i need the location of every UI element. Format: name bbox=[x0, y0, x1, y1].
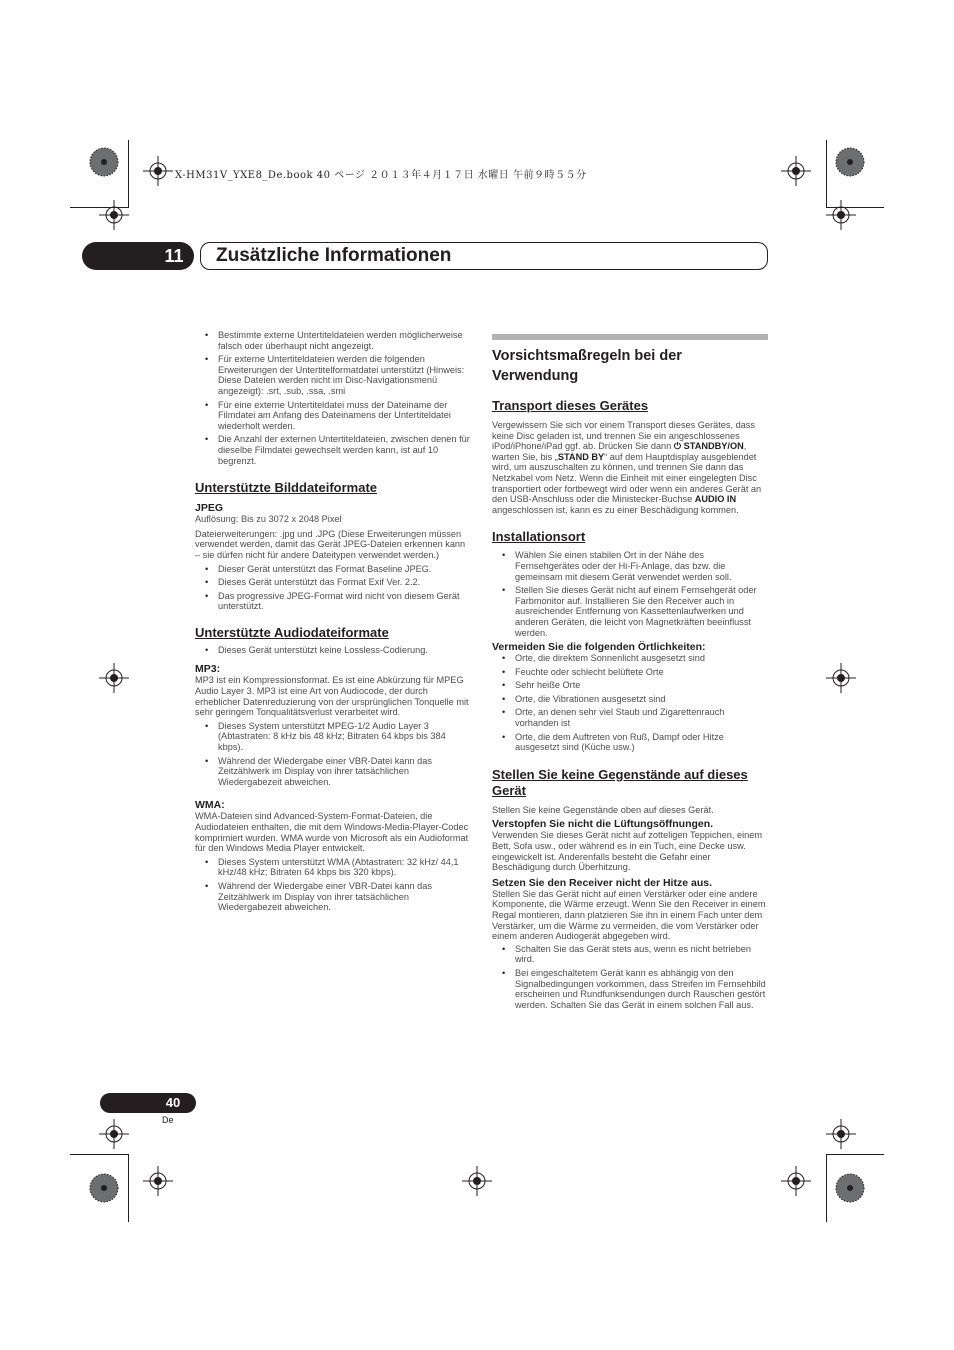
starburst-mark-icon bbox=[88, 1172, 120, 1204]
jpeg-label: JPEG bbox=[195, 502, 224, 515]
crosshair-mark-icon bbox=[781, 1166, 811, 1196]
print-header: X-HM31V_YXE8_De.book 40 ページ ２０１３年４月１７日 水曜日 午前９時５５分 bbox=[175, 170, 587, 181]
crosshair-mark-icon bbox=[143, 156, 173, 186]
chapter-number: 11 bbox=[164, 246, 184, 266]
section-divider bbox=[492, 334, 768, 340]
list-item: • Orte, die direktem Sonnenlicht ausgesetzt sind bbox=[492, 653, 768, 664]
trim-line bbox=[826, 140, 827, 208]
list-item: • Wählen Sie einen stabilen Ort in der Nähe des Fernsehgerätes oder der Hi-Fi-Anlage, das bzw. die gemeinsam mit diesem Gerät verwendet werden soll. bbox=[492, 550, 768, 582]
audio-formats-heading: Unterstützte Audiodateiformate bbox=[195, 624, 389, 640]
list-item: • Dieses System unterstützt WMA (Abtastraten: 32 kHz/ 44,1 kHz/48 kHz; Bitraten 64 kbps bis 320 kbps). bbox=[195, 857, 470, 878]
trim-line bbox=[128, 1154, 129, 1222]
crosshair-mark-icon bbox=[826, 663, 856, 693]
trim-line bbox=[826, 1154, 884, 1155]
transport-text: , warten Sie, bis „ bbox=[492, 441, 747, 462]
jpeg-resolution: Auflösung: Bis zu 3072 x 2048 Pixel bbox=[195, 514, 342, 525]
transport-text: Vergewissern Sie sich vor einem Transport dieses Gerätes, dass keine Disc geladen ist, und trennen Sie ein angeschlossenes iPod/iPhone/iPad ggf. ab. Drücken Sie dann bbox=[492, 420, 755, 452]
trim-line bbox=[128, 140, 129, 208]
install-heading: Installationsort bbox=[492, 529, 586, 545]
mp3-bullet-list bbox=[195, 721, 470, 788]
list-item: • Feuchte oder schlecht belüftete Orte bbox=[492, 667, 768, 678]
avoid-bullet-list bbox=[492, 653, 768, 753]
starburst-mark-icon bbox=[834, 146, 866, 178]
list-item: • Dieses System unterstützt MPEG-1/2 Audio Layer 3 (Abtastraten: 8 kHz bis 48 kHz; Bitraten 64 kbps bis 384 kbps). bbox=[195, 721, 470, 753]
starburst-mark-icon bbox=[88, 146, 120, 178]
list-item: • Die Anzahl der externen Untertiteldateien, zwischen denen für dieselbe Filmdatei gewechselt werden kann, ist auf 10 begrenzt. bbox=[195, 434, 470, 466]
objects-text: Stellen Sie keine Gegenstände oben auf dieses Gerät. bbox=[492, 804, 714, 815]
trim-line bbox=[826, 1154, 827, 1222]
vent-heading: Verstopfen Sie nicht die Lüftungsöffnungen. bbox=[492, 818, 714, 831]
section-title: Vorsichtsmaßregeln bei der Verwendung bbox=[492, 348, 682, 384]
wma-description: WMA-Dateien sind Advanced-System-Format-Dateien, die Audiodateien enthalten, die mit dem Windows-Media-Player-Codec komprimiert wurden. WMA wurde von Microsoft als ein Audioformat für den Windows Media Player entwickelt. bbox=[195, 811, 469, 854]
list-item: • Orte, die Vibrationen ausgesetzt sind bbox=[492, 694, 768, 705]
crosshair-mark-icon bbox=[99, 663, 129, 693]
list-item: • Bestimmte externe Untertiteldateien werden möglicherweise falsch oder überhaupt nicht angezeigt. bbox=[195, 330, 470, 351]
heat-heading: Setzen Sie den Receiver nicht der Hitze aus. bbox=[492, 876, 712, 889]
transport-text: “ auf dem Hauptdisplay ausgeblendet wird, um auszuschalten zu können, und trennen Sie dann das Netzkabel vom Netz. Wenn die Einheit mit einer eingelegten Disc transportiert oder fortbewegt wird oder wenn ein anderes Gerät an den USB-Anschluss oder die Ministecker-Buchse bbox=[492, 451, 762, 505]
intro-bullet-list bbox=[195, 330, 470, 466]
standby-display-label: STAND BY bbox=[557, 451, 605, 462]
list-item: • Während der Wiedergabe einer VBR-Datei kann das Zeitzählwerk im Display von ihrer tatsächlichen Wiedergabezeit abweichen. bbox=[195, 881, 470, 913]
crosshair-mark-icon bbox=[143, 1166, 173, 1196]
page-language: De bbox=[162, 1115, 174, 1125]
crosshair-mark-icon bbox=[462, 1166, 492, 1196]
list-item: • Orte, an denen sehr viel Staub und Zigarettenrauch vorhanden ist bbox=[492, 707, 768, 728]
avoid-heading: Vermeiden Sie die folgenden Örtlichkeiten: bbox=[492, 641, 706, 654]
crosshair-mark-icon bbox=[826, 1119, 856, 1149]
list-item: • Sehr heiße Orte bbox=[492, 680, 768, 691]
crosshair-mark-icon bbox=[99, 1119, 129, 1149]
crosshair-mark-icon bbox=[826, 200, 856, 230]
mp3-description: MP3 ist ein Kompressionsformat. Es ist eine Abkürzung für MPEG Audio Layer 3. MP3 ist eine Art von Audiocode, der durch erheblicher Datenreduzierung von der ursprünglichen Tonquelle mit sehr geringem Tonqualitätsverlust verarbeitet wird. bbox=[195, 675, 469, 718]
list-item: • Während der Wiedergabe einer VBR-Datei kann das Zeitzählwerk im Display von ihrer tatsächlichen Wiedergabezeit abweichen. bbox=[195, 756, 470, 788]
audio-in-label: AUDIO IN bbox=[694, 494, 737, 505]
page-number: 40 bbox=[165, 1095, 181, 1110]
transport-heading: Transport dieses Gerätes bbox=[492, 398, 649, 413]
right-column bbox=[492, 334, 768, 1013]
wma-label: WMA: bbox=[195, 799, 225, 812]
heat-text: Stellen Sie das Gerät nicht auf einen Verstärker oder eine andere Komponente, die Wärme erzeugt. Wenn Sie den Receiver in einem Regal montieren, dann platzieren Sie ihn in einem Fach unter dem Verstärker, um die Wärme zu vermeiden, die vom Verstärker oder einem anderen Audiogerät abgegeben wird. bbox=[492, 888, 766, 942]
list-item: • Bei eingeschaltetem Gerät kann es abhängig von den Signalbedingungen vorkommen, dass Streifen im Fernsehbild erscheinen und Rundfunksendungen durch Rauschen gestört werden. Schalten Sie das Gerät in einem solchen Fall aus. bbox=[492, 968, 768, 1010]
starburst-mark-icon bbox=[834, 1172, 866, 1204]
crosshair-mark-icon bbox=[781, 156, 811, 186]
list-item: • Stellen Sie dieses Gerät nicht auf einem Fernsehgerät oder Farbmonitor auf. Installieren Sie den Receiver auch in ausreichender Entfernung von Kassettenlaufwerken und anderen Geräten, die leicht von Magnetkräften beeinflusst werden. bbox=[492, 585, 768, 638]
list-item: • Für externe Untertiteldateien werden die folgenden Erweiterungen der Untertitelformatdatei unterstützt (Hinweis: Diese Dateien werden nicht im Disc-Navigationsmenü angezeigt): .srt, .sub, .ssa, .smi bbox=[195, 354, 470, 396]
crosshair-mark-icon bbox=[99, 200, 129, 230]
wma-bullet-list bbox=[195, 857, 470, 913]
jpeg-bullet-list bbox=[195, 564, 470, 612]
list-item: • Das progressive JPEG-Format wird nicht von diesem Gerät unterstützt. bbox=[195, 591, 470, 612]
list-item: • Orte, die dem Auftreten von Ruß, Dampf oder Hitze ausgesetzt sind (Küche usw.) bbox=[492, 732, 768, 753]
list-item: • Dieses Gerät unterstützt das Format Exif Ver. 2.2. bbox=[195, 577, 470, 588]
heat-bullet-list bbox=[492, 944, 768, 1011]
jpeg-extensions: Dateierweiterungen: .jpg und .JPG (Diese Erweiterungen müssen verwendet werden, damit das Gerät JPEG-Dateien erkennen kann – sie dürfen nicht für andere Dateitypen verwendet werden.) bbox=[195, 528, 466, 560]
vent-text: Verwenden Sie dieses Gerät nicht auf zotteligen Teppichen, einem Bett, Sofa usw., oder während es in ein Tuch, eine Decke usw. eingewickelt ist. Anderenfalls besteht die Gefahr einer Beschädigung durch Überhitzung. bbox=[492, 830, 763, 873]
transport-text: angeschlossen ist, kann es zu einer Beschädigung kommen. bbox=[492, 504, 739, 515]
list-item: • Schalten Sie das Gerät stets aus, wenn es nicht betrieben wird. bbox=[492, 944, 768, 965]
mp3-label: MP3: bbox=[195, 663, 221, 676]
install-bullet-list bbox=[492, 550, 768, 638]
list-item: • Für eine externe Untertiteldatei muss der Dateiname der Filmdatei am Anfang des Dateinamens der Untertiteldatei wiederholt werden. bbox=[195, 400, 470, 432]
trim-line bbox=[70, 1154, 128, 1155]
image-formats-heading: Unterstützte Bilddateiformate bbox=[195, 480, 378, 496]
transport-paragraph bbox=[492, 420, 768, 515]
list-item: • Dieses Gerät unterstützt keine Lossless-Codierung. bbox=[195, 645, 470, 656]
list-item: • Dieser Gerät unterstützt das Format Baseline JPEG. bbox=[195, 564, 470, 575]
standby-key-label: ⏻ STANDBY/ON bbox=[673, 441, 744, 452]
left-column bbox=[195, 330, 470, 916]
audio-bullet-list bbox=[195, 645, 470, 656]
objects-heading: Stellen Sie keine Gegenstände auf dieses Gerät bbox=[492, 766, 748, 798]
chapter-title: Zusätzliche Informationen bbox=[216, 245, 452, 266]
